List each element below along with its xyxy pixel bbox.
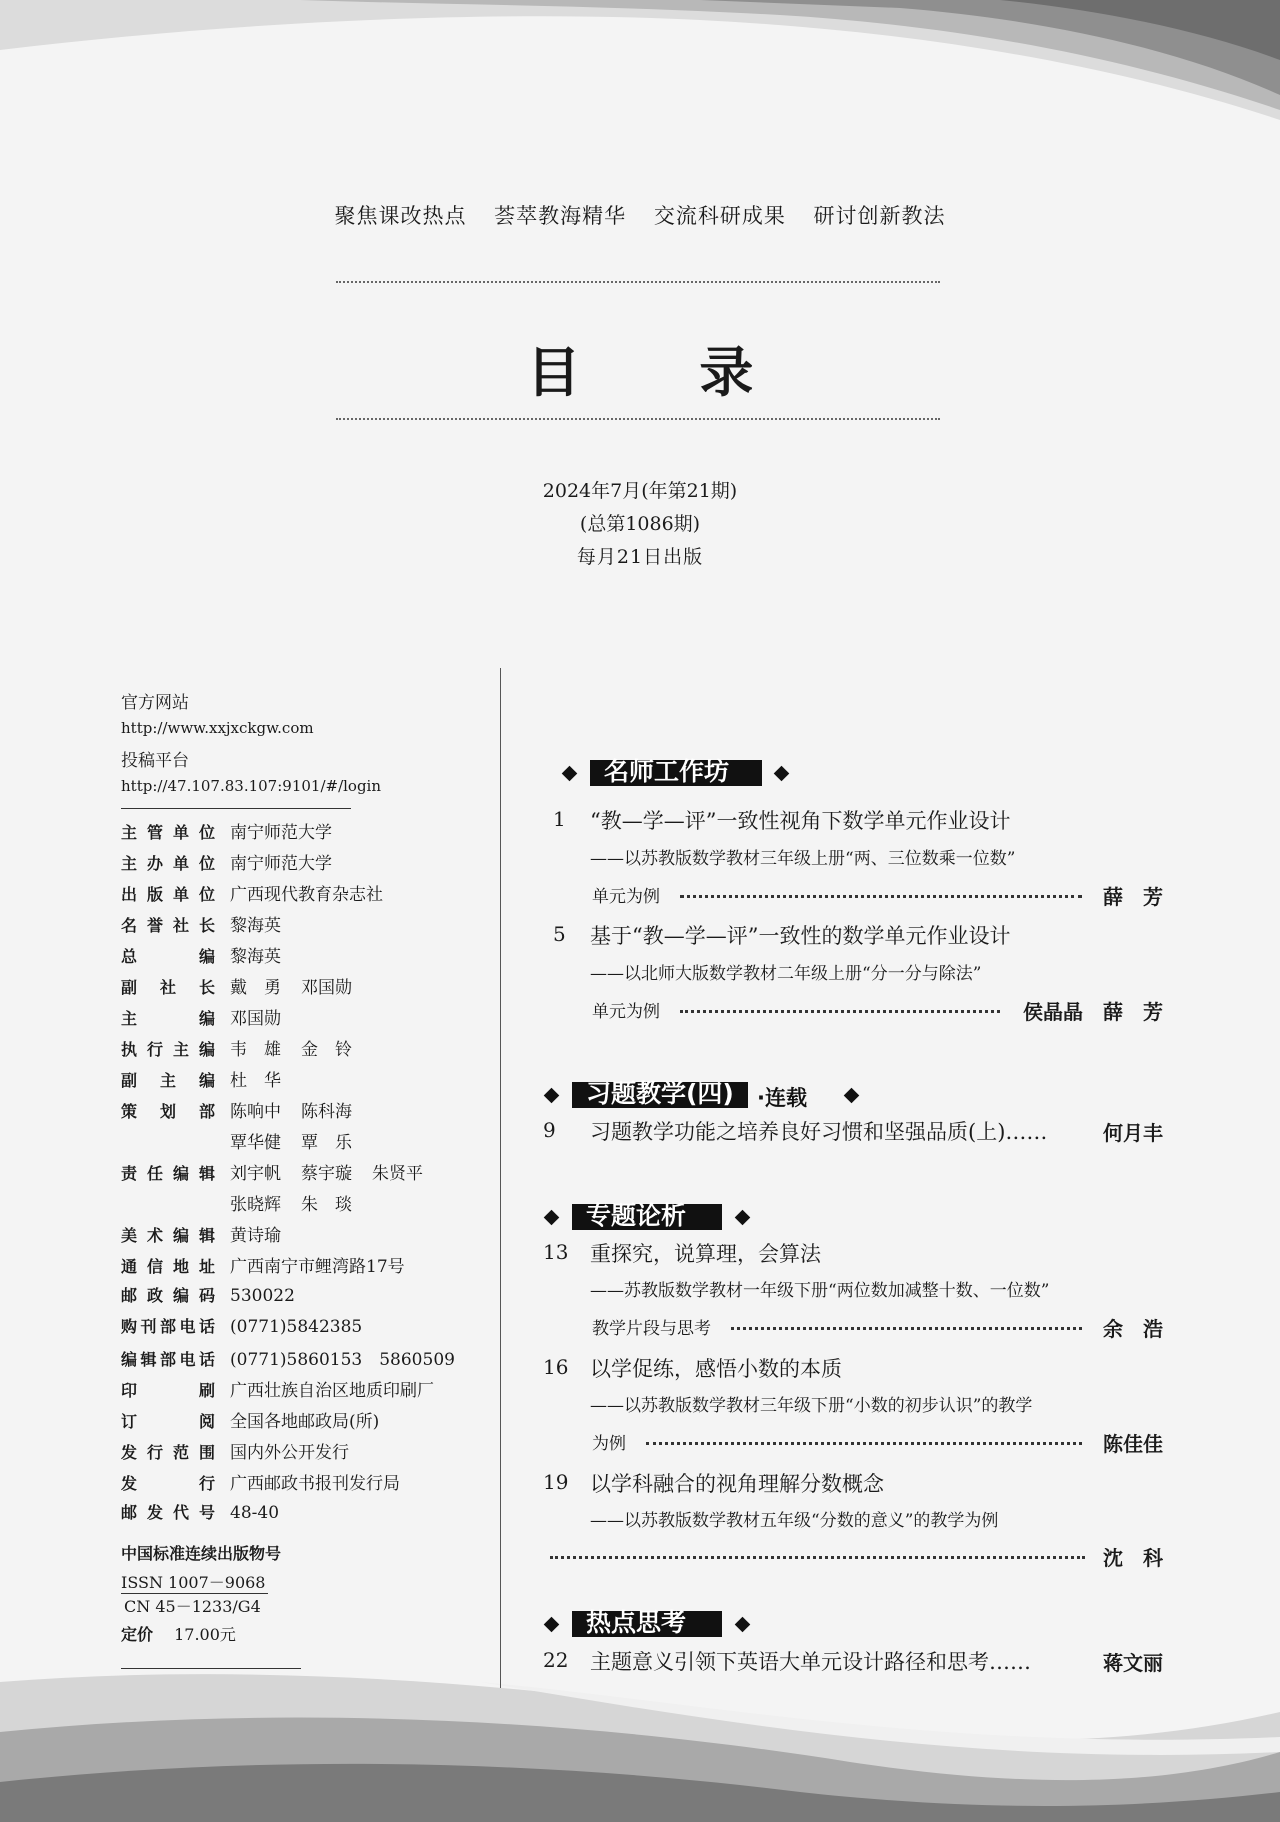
masthead-key: 购刊部电话 <box>121 1317 215 1336</box>
website-url[interactable]: http://www.xxjxckgw.com <box>121 719 314 737</box>
entry-title[interactable]: “教—学—评”一致性视角下数学单元作业设计 <box>590 809 1011 833</box>
masthead-row <box>121 1407 379 1432</box>
masthead-value: 张晓辉 <box>230 1195 281 1215</box>
entry-title[interactable]: 以学促练，感悟小数的本质 <box>590 1357 842 1381</box>
masthead-row <box>121 1500 279 1523</box>
masthead-key: 执行主编 <box>121 1040 215 1059</box>
entry-author: 何月丰 <box>1103 1121 1163 1145</box>
masthead-value: 国内外公开发行 <box>230 1443 349 1463</box>
slogan-4: 研讨创新教法 <box>813 204 946 228</box>
section-label: 专题论析 <box>572 1204 722 1230</box>
masthead-row <box>121 1035 352 1060</box>
website-label: 官方网站 <box>121 693 189 713</box>
masthead-value: 黄诗瑜 <box>230 1226 281 1246</box>
masthead-row <box>121 1376 434 1401</box>
entry-author: 沈 科 <box>1103 1546 1163 1570</box>
entry-subtitle: ——苏教版数学教材一年级下册“两位数加减整十数、一位数” <box>590 1281 1050 1301</box>
dot-leader <box>646 1442 1082 1445</box>
masthead-key: 主编 <box>121 1009 215 1028</box>
entry-title[interactable]: 习题教学功能之培养良好习惯和坚强品质(上)…… <box>590 1120 1048 1144</box>
masthead-row <box>121 911 281 936</box>
entry-subtitle-continued: 单元为例 <box>592 887 660 907</box>
masthead-key: 责任编辑 <box>121 1164 215 1183</box>
dot-leader <box>680 1010 1000 1013</box>
masthead-value: 广西现代教育杂志社 <box>230 885 383 905</box>
dot-leader <box>731 1327 1082 1330</box>
masthead-value: 邓国勋 <box>230 1009 281 1029</box>
section-header <box>0 1608 1280 1639</box>
masthead-key: 编辑部电话 <box>121 1350 215 1369</box>
price-label: 定价 <box>121 1625 154 1644</box>
page-title: 目 录 <box>526 341 804 404</box>
dot-leader <box>680 895 1082 898</box>
entry-title[interactable]: 基于“教—学—评”一致性的数学单元作业设计 <box>590 924 1011 948</box>
masthead-row <box>121 1438 349 1463</box>
masthead-value: 广西邮政书报刊发行局 <box>230 1474 400 1494</box>
entry-author: 侯晶晶 薛 芳 <box>1023 1000 1163 1024</box>
masthead-row <box>121 849 332 874</box>
masthead-row <box>121 1004 281 1029</box>
entry-page-number: 13 <box>543 1240 569 1264</box>
masthead-value: 530022 <box>230 1286 295 1306</box>
masthead-row <box>121 942 281 967</box>
entry-page-number: 16 <box>543 1355 569 1379</box>
entry-subtitle-continued: 为例 <box>592 1434 626 1454</box>
divider-top <box>336 281 940 283</box>
issue-total: (总第1086期) <box>579 513 701 535</box>
masthead-key: 策划部 <box>121 1102 215 1121</box>
slogan-2: 荟萃教海精华 <box>494 204 627 228</box>
masthead-key: 印刷 <box>121 1381 215 1400</box>
section-header <box>0 1201 1280 1232</box>
section-label: 名师工作坊 <box>590 760 762 786</box>
masthead-key: 通信地址 <box>121 1257 215 1276</box>
entry-author: 陈佳佳 <box>1103 1432 1163 1456</box>
masthead-row <box>121 973 352 998</box>
entry-page-number: 19 <box>543 1470 569 1494</box>
masthead-row <box>121 1283 295 1306</box>
masthead-key: 发行 <box>121 1474 215 1493</box>
masthead-row <box>121 880 383 905</box>
entry-subtitle: ——以苏教版数学教材三年级上册“两、三位数乘一位数” <box>590 849 1016 869</box>
masthead-key: 邮政编码 <box>121 1286 215 1305</box>
masthead-key: 副社长 <box>121 978 215 997</box>
masthead-key: 订阅 <box>121 1412 215 1431</box>
entry-author: 薛 芳 <box>1103 885 1163 909</box>
diamond-icon <box>735 1617 751 1633</box>
column-divider <box>500 668 501 1688</box>
top-wave-decoration <box>0 0 1280 130</box>
masthead-value: 南宁师范大学 <box>230 823 332 843</box>
entry-author: 余 浩 <box>1103 1317 1163 1341</box>
masthead-key: 美术编辑 <box>121 1226 215 1245</box>
masthead-value: 陈响中 <box>230 1102 281 1122</box>
masthead-row <box>121 1345 455 1370</box>
masthead-value: 韦 雄 <box>230 1040 281 1060</box>
entry-subtitle: ——以苏教版数学教材三年级下册“小数的初步认识”的教学 <box>590 1396 1033 1416</box>
masthead-key: 邮发代号 <box>121 1503 215 1522</box>
masthead-value: (0771)5860153 5860509 <box>230 1350 455 1370</box>
cn-number: CN 45－1233/G4 <box>124 1597 261 1616</box>
entry-subtitle: ——以苏教版数学教材五年级“分数的意义”的教学为例 <box>590 1511 999 1531</box>
masthead-key: 出版单位 <box>121 885 215 904</box>
slogan-3: 交流科研成果 <box>653 204 786 228</box>
entry-page-number: 5 <box>553 922 566 946</box>
masthead-row <box>121 818 332 843</box>
masthead-key: 名誉社长 <box>121 916 215 935</box>
masthead-value: 蔡宇璇 <box>301 1164 352 1184</box>
diamond-icon <box>562 766 578 782</box>
submit-url[interactable]: http://47.107.83.107:9101/#/login <box>121 777 382 795</box>
masthead-value: 广西南宁市鲤湾路17号 <box>230 1257 405 1277</box>
masthead-value: 朱贤平 <box>372 1164 423 1184</box>
entry-title[interactable]: 以学科融合的视角理解分数概念 <box>590 1472 884 1496</box>
masthead-value: 全国各地邮政局(所) <box>230 1412 380 1432</box>
masthead-value: 48-40 <box>230 1503 280 1523</box>
section-label: 热点思考 <box>572 1611 722 1637</box>
masthead-value: 陈科海 <box>301 1102 352 1122</box>
diamond-icon <box>735 1210 751 1226</box>
dot-leader <box>550 1556 1085 1559</box>
entry-title[interactable]: 重探究，说算理，会算法 <box>590 1242 821 1266</box>
price-value: 17.00元 <box>174 1625 236 1644</box>
masthead-key: 主管单位 <box>121 823 215 842</box>
entry-page-number: 1 <box>553 807 566 831</box>
masthead-row <box>121 1128 352 1153</box>
masthead-row <box>121 1159 423 1184</box>
masthead-value: 覃 乐 <box>301 1133 352 1153</box>
masthead-value: 刘宇帆 <box>230 1164 281 1184</box>
sidebar-rule-2 <box>121 1668 301 1669</box>
masthead-value: 南宁师范大学 <box>230 854 332 874</box>
masthead-value: 杜 华 <box>230 1071 281 1091</box>
issue-frequency: 每月21日出版 <box>576 546 704 568</box>
submit-label: 投稿平台 <box>121 751 189 771</box>
masthead-row <box>121 1252 405 1277</box>
masthead-value: 黎海英 <box>230 947 281 967</box>
masthead-key: 发行范围 <box>121 1443 215 1462</box>
entry-title[interactable]: 主题意义引领下英语大单元设计路径和思考…… <box>590 1650 1031 1674</box>
diamond-icon <box>544 1210 560 1226</box>
masthead-value: 戴 勇 <box>230 978 281 998</box>
masthead-value: 黎海英 <box>230 916 281 936</box>
diamond-icon <box>544 1617 560 1633</box>
issn: ISSN 1007－9068 <box>121 1570 268 1594</box>
section-suffix: ·连载 <box>757 1086 807 1110</box>
masthead-key: 副主编 <box>121 1071 215 1090</box>
masthead-key: 主办单位 <box>121 854 215 873</box>
entry-page-number: 22 <box>543 1648 569 1672</box>
sidebar-rule-1 <box>121 808 351 809</box>
masthead-value: 覃华健 <box>230 1133 281 1153</box>
section-header <box>0 757 1280 788</box>
entry-subtitle-continued: 单元为例 <box>592 1002 660 1022</box>
masthead-value: 广西壮族自治区地质印刷厂 <box>230 1381 434 1401</box>
masthead-value: 朱 琰 <box>301 1195 352 1215</box>
divider-bottom <box>336 418 940 420</box>
section-label: 习题教学(四) <box>572 1082 748 1108</box>
entry-page-number: 9 <box>543 1118 556 1142</box>
masthead-row <box>121 1314 362 1337</box>
entry-subtitle-continued: 教学片段与思考 <box>592 1319 711 1339</box>
diamond-icon <box>544 1088 560 1104</box>
diamond-icon <box>774 766 790 782</box>
masthead-value: 邓国勋 <box>301 978 352 998</box>
masthead-value: 金 铃 <box>301 1040 352 1060</box>
slogan-1: 聚焦课改热点 <box>334 204 467 228</box>
masthead-value: (0771)5842385 <box>230 1317 363 1337</box>
masthead-row <box>121 1469 400 1494</box>
slogan-bar <box>0 200 1280 230</box>
issue-date: 2024年7月(年第21期) <box>542 480 738 502</box>
entry-subtitle: ——以北师大版数学教材二年级上册“分一分与除法” <box>590 964 982 984</box>
diamond-icon <box>844 1088 860 1104</box>
serial-label: 中国标准连续出版物号 <box>121 1544 282 1563</box>
entry-author: 蒋文丽 <box>1103 1651 1163 1675</box>
masthead-key: 总编 <box>121 947 215 966</box>
